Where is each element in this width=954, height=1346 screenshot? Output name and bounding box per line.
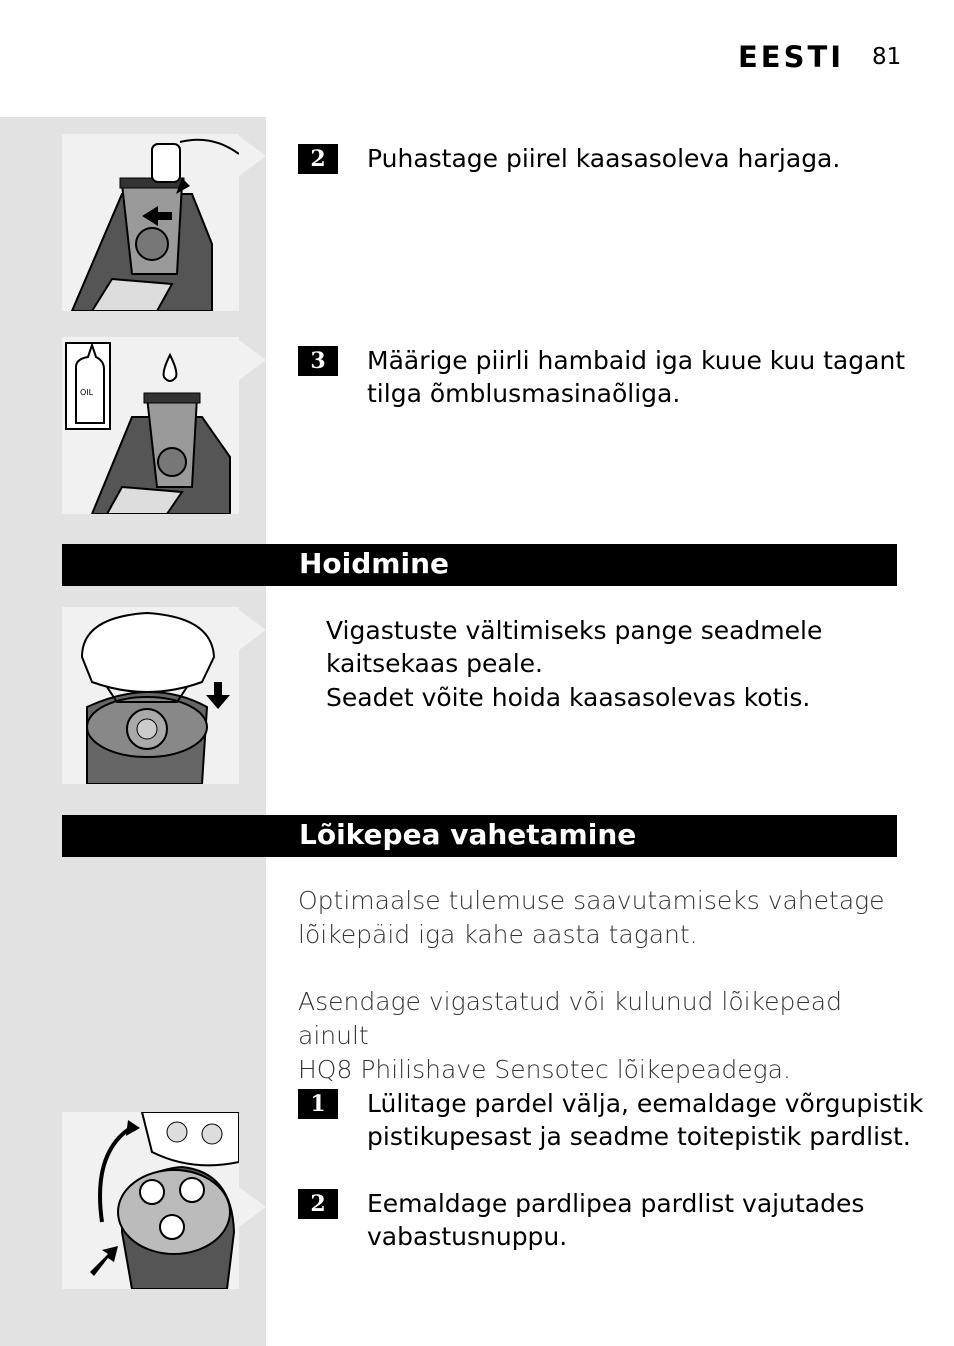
step-text: Määrige piirli hambaid iga kuue kuu tagant tilga õmblusmasinaõliga. xyxy=(367,346,906,408)
step-text: Eemaldage pardlipea pardlist vajutades vabastusnuppu. xyxy=(367,1189,865,1251)
language-heading: EESTI xyxy=(738,40,845,74)
storage-instruction-line: kaitsekaas peale. xyxy=(326,649,544,678)
step-number: 2 xyxy=(298,144,338,174)
illustration-shaver-cap xyxy=(62,607,239,784)
section-header-replace xyxy=(62,815,897,857)
illustration-trimmer-oil xyxy=(62,337,239,514)
oil-label: OIL xyxy=(80,388,94,397)
step-text: Puhastage piirel kaasasoleva harjaga. xyxy=(367,144,841,173)
illustration-pointer xyxy=(239,610,266,650)
replace-paragraph: Asendage vigastatud või kulunud lõikepead ainult HQ8 Philishave Sensotec lõikepeadega. xyxy=(298,987,842,1084)
step-number: 3 xyxy=(298,346,338,376)
illustration-pointer xyxy=(239,136,266,176)
storage-instruction-line: Seadet võite hoida kaasasolevas kotis. xyxy=(326,683,811,712)
illustration-pointer xyxy=(239,340,266,380)
illustration-pointer xyxy=(239,1187,266,1227)
section-title: Lõikepea vahetamine xyxy=(299,818,637,851)
replace-paragraph: Optimaalse tulemuse saavutamiseks vahetage lõikepäid iga kahe aasta tagant. xyxy=(298,886,885,949)
page-number: 81 xyxy=(872,44,902,70)
section-header-storage xyxy=(62,544,897,586)
step-number: 2 xyxy=(298,1189,338,1219)
section-title: Hoidmine xyxy=(299,547,450,580)
illustration-shaver-open xyxy=(62,1112,239,1289)
illustration-trimmer-brush xyxy=(62,134,239,311)
storage-instruction-line: Vigastuste vältimiseks pange seadmele xyxy=(326,616,823,645)
step-number: 1 xyxy=(298,1089,338,1119)
step-text: Lülitage pardel välja, eemaldage võrgupistik pistikupesast ja seadme toitepistik pardlist. xyxy=(367,1089,924,1151)
